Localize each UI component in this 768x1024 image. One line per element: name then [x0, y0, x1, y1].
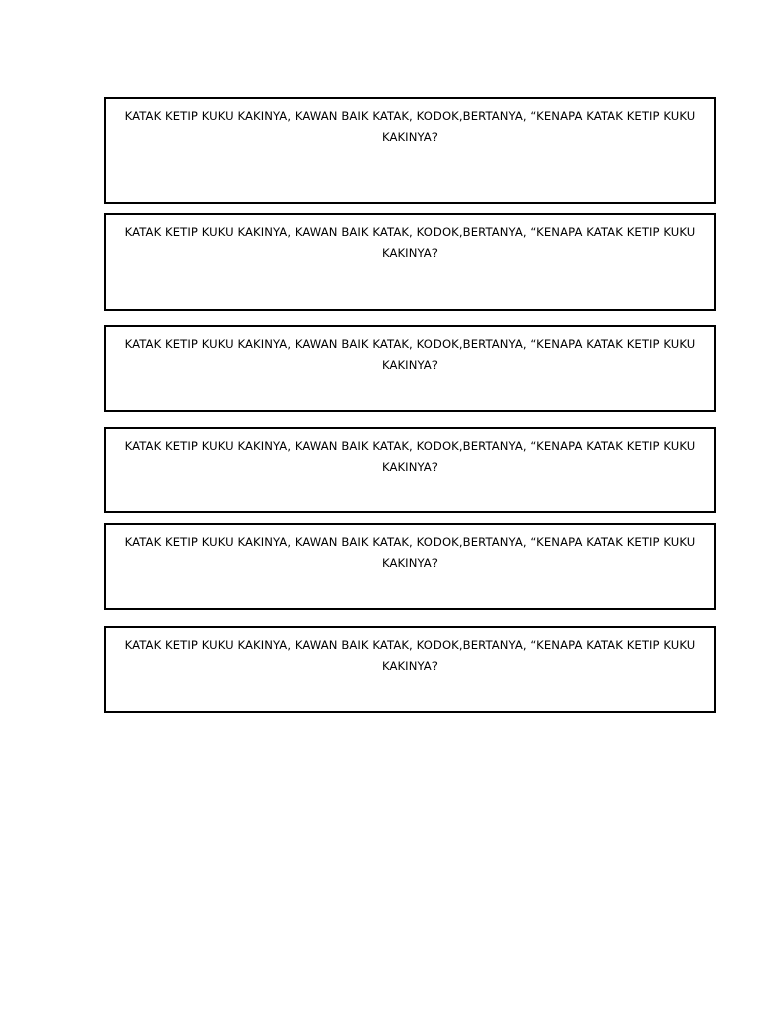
- text-box: [104, 626, 716, 713]
- text-box-content: KATAK KETIP KUKU KAKINYA, KAWAN BAIK KATAK, KODOK,BERTANYA, “KENAPA KATAK KETIP KUKU KAKINYA?: [124, 439, 696, 474]
- text-box-content: KATAK KETIP KUKU KAKINYA, KAWAN BAIK KATAK, KODOK,BERTANYA, “KENAPA KATAK KETIP KUKU KAKINYA?: [124, 109, 696, 144]
- text-box-content: KATAK KETIP KUKU KAKINYA, KAWAN BAIK KATAK, KODOK,BERTANYA, “KENAPA KATAK KETIP KUKU KAKINYA?: [124, 638, 696, 673]
- text-box-content: KATAK KETIP KUKU KAKINYA, KAWAN BAIK KATAK, KODOK,BERTANYA, “KENAPA KATAK KETIP KUKU KAKINYA?: [124, 535, 696, 570]
- text-box-content: KATAK KETIP KUKU KAKINYA, KAWAN BAIK KATAK, KODOK,BERTANYA, “KENAPA KATAK KETIP KUKU KAKINYA?: [124, 337, 696, 372]
- text-box: [104, 325, 716, 412]
- text-box: [104, 523, 716, 610]
- text-box-content: KATAK KETIP KUKU KAKINYA, KAWAN BAIK KATAK, KODOK,BERTANYA, “KENAPA KATAK KETIP KUKU KAKINYA?: [124, 225, 696, 260]
- text-box: [104, 97, 716, 204]
- text-box: [104, 427, 716, 513]
- text-box: [104, 213, 716, 311]
